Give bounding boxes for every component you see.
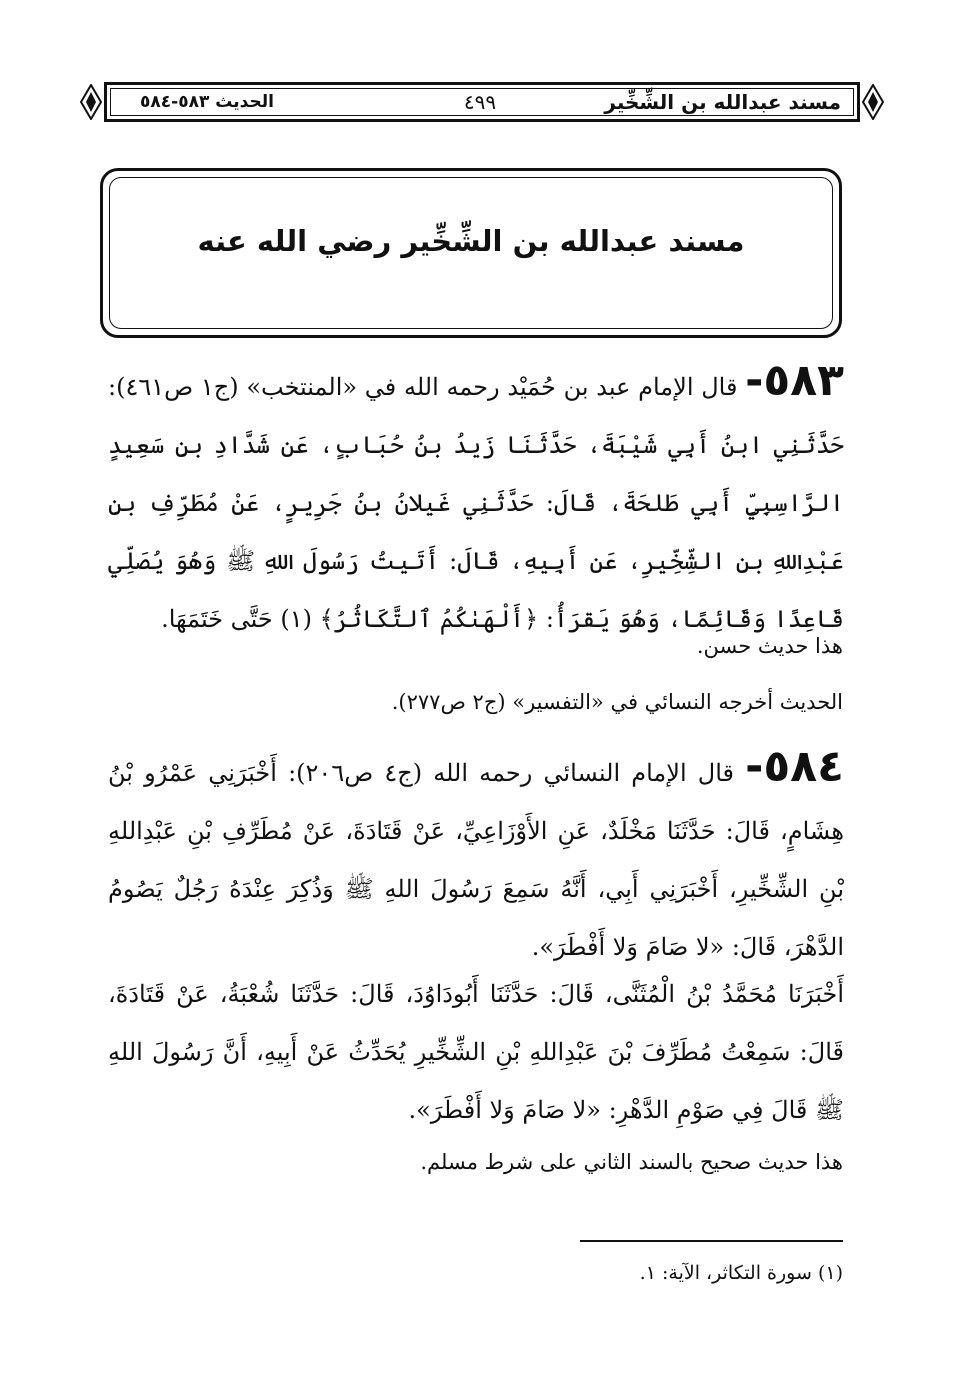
footnote: (١) سورة التكاثر، الآية: ١. [639,1262,843,1284]
hadith-584 [108,738,844,976]
header-hadith-range: الحديث ٥٨٣-٥٨٤ [140,92,274,112]
hadith-grade: هذا حديث صحيح بالسند الثاني على شرط مسلم. [420,1150,843,1174]
hadith-number: ٥٨٣- [745,355,844,406]
hadith-text: قال الإمام النسائي رحمه الله (ج٤ ص٢٠٦): أَخْبَرَنِي عَمْرُو بْنُ هِشَامٍ، قَالَ: حَدَّثَنَا مَخْلَدٌ، عَنِ الأَوْزَاعِيِّ، عَنْ قَتَادَةَ، عَنْ مُطَرِّفِ بْنِ عَبْدِاللهِ بْنِ الشِّخِّيرِ، أَخْبَرَنِي أَبِي، أَنَّهُ سَمِعَ رَسُولَ اللهِ ﷺ وَذُكِرَ عِنْدَهُ رَجُلٌ يَصُومُ الدَّهْرَ، قَالَ: «لا صَامَ وَلا أَفْطَرَ». [108,759,844,961]
ornament-right-icon [862,84,884,120]
header-musnad-title: مسند عبدالله بن الشِّخِّير [604,90,841,114]
hadith-grade: هذا حديث حسن. [696,634,843,658]
hadith-text: قال الإمام عبد بن حُمَيْد رحمه الله في «المنتخب» (ج١ ص٤٦١): حَدَّثَنِي ابنُ أَبِي شَيْبَةَ، حَدَّثَنَا زَيدُ بنُ حُبَابٍ، عَن شَدَّادِ بنِ سَعِيدٍ الرَّاسِبِيِّ أَبِي طَلحَةَ، قَالَ: حَدَّثَنِي غَيلانُ بنُ جَرِيرٍ، عَنْ مُطَرِّفِ بنِ عَبْدِاللهِ بنِ الشِّخِّيرِ، عَن أَبِيهِ، قَالَ: أَتَيتُ رَسُولَ اللهِ ﷺ وَهُوَ يُصَلِّي قَاعِدًا وَقَائِمًا، وَهُوَ يَقرَأُ: ﴿أَلْهَىٰكُمُ ٱلتَّكَاثُرُ﴾ (١) حَتَّى خَتَمَهَا. [108,373,844,633]
footnote-separator [580,1240,843,1242]
ornament-left-icon [80,84,102,120]
hadith-584-second-chain: أَخْبَرَنَا مُحَمَّدُ بْنُ الْمُثَنَّى، قَالَ: حَدَّثَنَا أَبُودَاوُدَ، قَالَ: حَدَّثَنَا شُعْبَةُ، عَنْ قَتَادَةَ، قَالَ: سَمِعْتُ مُطَرِّفَ بْنَ عَبْدِاللهِ بْنِ الشِّخِّيرِ يُحَدِّثُ عَنْ أَبِيهِ، أَنَّ رَسُولَ اللهِ ﷺ قَالَ فِي صَوْمِ الدَّهْرِ: «لا صَامَ وَلا أَفْطَرَ». [108,980,844,1124]
section-title: مسند عبدالله بن الشِّخِّير رضي الله عنه [197,224,745,258]
hadith-number: ٥٨٤- [745,741,844,792]
hadith-takhrij: الحديث أخرجه النسائي في «التفسير» (ج٢ ص٢٧٧). [391,690,843,714]
hadith-583 [108,352,844,648]
page-number: ٤٩٩ [463,90,497,114]
